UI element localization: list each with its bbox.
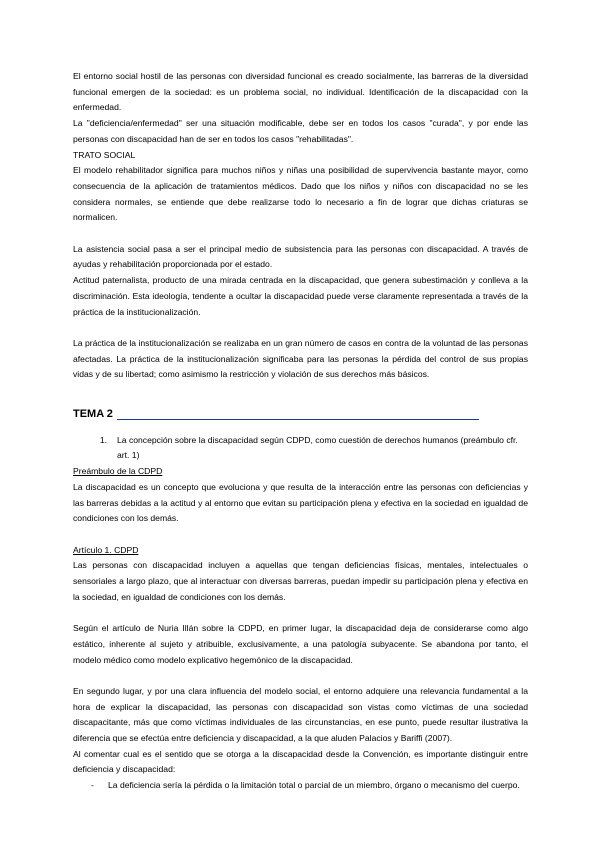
- list-item-text: La concepción sobre la discapacidad según CDPD, como cuestión de derechos humanos (preámbulo cfr. art. 1): [117, 434, 518, 461]
- articulo-heading: Artículo 1. CDPD: [73, 544, 139, 555]
- preambulo-heading: Preámbulo de la CDPD: [73, 466, 163, 477]
- dash-list-item: [73, 778, 528, 794]
- paragraph: La práctica de la institucionalización se realizaba en un gran número de casos en contra de la voluntad de las personas afectadas. La práctica de la institucionalización significaba para las personas la pérdida del control de sus propias vidas y de su libertad; como asimismo la restricción y violación de sus derechos más básicos.: [73, 337, 528, 380]
- list-number: 1.: [99, 434, 107, 445]
- paragraph: Las personas con discapacidad incluyen a aquellas que tengan deficiencias físicas, mentales, intelectuales o sensoriales a largo plazo, que al interactuar con diversas barreras, puedan impedir su participación plena y efectiva en la sociedad, en igualdad de condiciones con los demás.: [73, 560, 528, 602]
- paragraph: Actitud paternalista, producto de una mirada centrada en la discapacidad, que genera subestimación y conlleva a la discriminación. Esta ideología, tendente a ocultar la discapacidad puede verse claramente representada a través de la práctica de la institucionalización.: [73, 275, 528, 317]
- spacer: [73, 226, 528, 242]
- paragraph: Al comentar cual es el sentido que se otorga a la discapacidad desde la Convención, es importante distinguir entre deficiencia y discapacidad:: [73, 748, 528, 775]
- tema-heading-row: [73, 405, 528, 423]
- numbered-list-item: [73, 433, 528, 464]
- tema-heading: TEMA 2: [73, 407, 113, 420]
- spacer: [73, 527, 528, 543]
- paragraph: La discapacidad es un concepto que evoluciona y que resulta de la interacción entre las personas con deficiencias y las barreras debidas a la actitud y al entorno que evitan su participación plena y efectiva en la sociedad en igualdad de condiciones con los demás.: [73, 481, 528, 524]
- paragraph: El entorno social hostil de las personas con diversidad funcional es creado socialmente, las barreras de la diversidad funcional emergen de la sociedad: es un problema social, no individual. Identificación de la discapacidad con la enfermedad.: [73, 71, 528, 113]
- list-item-text: La deficiencia sería la pérdida o la limitación total o parcial de un miembro, órgano o mecanismo del cuerpo.: [108, 780, 520, 791]
- spacer: [73, 320, 528, 336]
- paragraph: La "deficiencia/enfermedad" ser una situación modificable, debe ser en todos los casos "curada", y por ende las personas con discapacidad han de ser en todos los casos "rehabilitadas".: [73, 118, 528, 144]
- document-page: [73, 69, 528, 794]
- heading-underline: [117, 419, 479, 420]
- paragraph: En segundo lugar, y por una clara influencia del modelo social, el entorno adquiere una relevancia fundamental a la hora de explicar la discapacidad, las personas con discapacidad son vistas como víctimas de una sociedad discapacitante, más que como víctimas individuales de las circunstancias, en ese punto, puede resultar ilustrativa la diferencia que se efectúa entre deficiencia y discapacidad, a la que aluden Palacios y Bariffi (2007).: [73, 685, 528, 744]
- spacer: [73, 383, 528, 399]
- spacer: [73, 668, 528, 684]
- section-label: TRATO SOCIAL: [73, 149, 136, 160]
- paragraph: Según el artículo de Nuria Illán sobre la CDPD, en primer lugar, la discapacidad deja de considerarse como algo estático, inherente al sujeto y atribuible, exclusivamente, a una patología subyacente. Se abandona por tanto, el modelo médico como modelo explicativo hegemónico de la discapacidad.: [73, 623, 528, 665]
- paragraph: El modelo rehabilitador significa para muchos niños y niñas una posibilidad de supervivencia bastante mayor, como consecuencia de la aplicación de tratamientos médicos. Dado que los niños y niños con discapacidad no se les considera normales, se entiende que debe realizarse todo lo necesario a fin de lograr que dichas criaturas se normalicen.: [73, 165, 528, 223]
- list-marker: -: [91, 780, 94, 791]
- paragraph: La asistencia social pasa a ser el principal medio de subsistencia para las personas con discapacidad. A través de ayudas y rehabilitación proporcionada por el estado.: [73, 243, 528, 270]
- spacer: [73, 605, 528, 621]
